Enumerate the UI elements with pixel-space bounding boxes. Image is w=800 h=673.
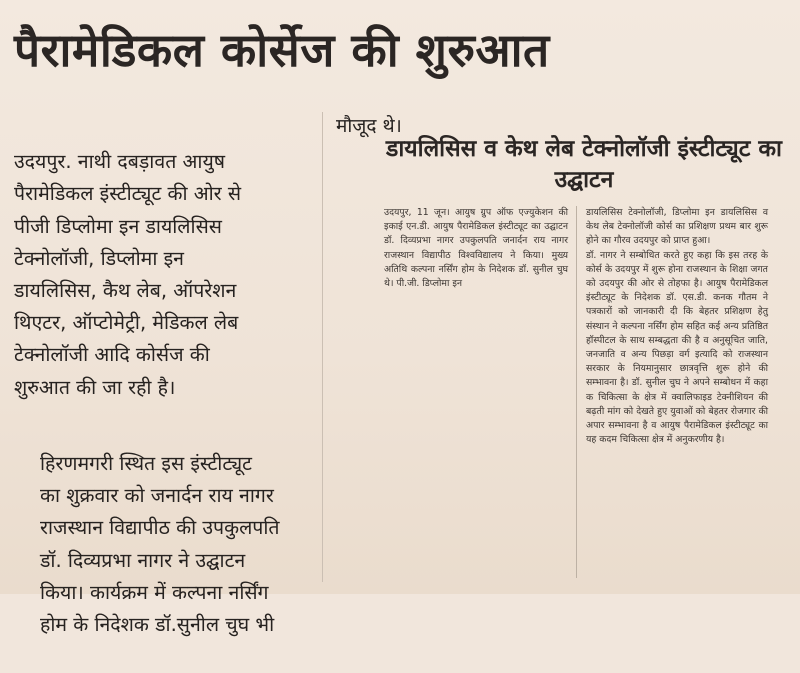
- sub-article-column-1: उदयपुर, 11 जून। आयुष ग्रुप ऑफ एज्युकेशन की इकाई एन.डी. आयुष पैरामेडिकल इंस्टीट्यूट का उद्घाटन डॉ. दिव्यप्रभा नागर उपकुलपति जनार्दन राय नागर राजस्थान विद्यापीठ विश्वविद्यालय ने किया। मुख्य अतिथि कल्पना नर्सिंग होम के निदेशक डॉ. सुनील चुघ थे। पी.जी. डिप्लोमा इन: [384, 207, 568, 290]
- sub-column-divider: [576, 206, 577, 578]
- paragraph-1: उदयपुर. नाथी दबड़ावत आयुष पैरामेडिकल इंस्टीट्यूट की ओर से पीजी डिप्लोमा इन डायलिसिस टेक्नोलॉजी, डिप्लोमा इन डायलिसिस, कैथ लेब, ऑपरेशन थिएटर, ऑप्टोमेट्री, मेडिकल लेब टेक्नोलॉजी आदि कोर्सज की शुरुआत की जा रही है।: [14, 150, 242, 399]
- article-continuation: मौजूद थे।: [336, 115, 402, 137]
- main-article-body: [14, 114, 306, 673]
- sub-article-column-2: डायलिसिस टेक्नोलॉजी, डिप्लोमा इन डायलिसिस व केथ लेब टेक्नोलॉजी कोर्स का प्रशिक्षण प्रथम बार शुरू होने का गौरव उदयपुर को प्राप्त हुआ। डॉ. नागर ने सम्बोधित करते हुए कहा कि इस तरह के कोर्स के उदयपुर में शुरू होना राजस्थान के शिक्षा जगत को उदयपुर की ओर से तोहफा है। आयुष पैरामेडिकल इंस्टीट्यूट के निदेशक डॉ. एस.डी. कनक गौतम ने पत्रकारों को जानकारी दी कि बेहतर प्रशिक्षण हेतु संस्थान ने कल्पना नर्सिंग होम सहित कई अन्य प्रतिष्ठित हॉस्पीटल के साथ सम्बद्धता की है व अनुसूचित जाति, जनजाति व अन्य पिछड़ा वर्ग इत्यादि को राजस्थान सरकार के नियमानुसार छात्रवृत्ति शुरू होने की सम्भावना है। डॉ. सुनील चुघ ने अपने सम्बोधन में कहा क चिकित्सा के क्षेत्र में क्वालिफाइड टेक्नीशियन की बढ़ती मांग को देखते हुए युवाओं को बेहतर रोजगार की अपार सम्भावना है व आयुष पैरामेडिकल इंस्टीट्यूट का यह कदम चिकित्सा क्षेत्र में अनुकरणीय है।: [586, 207, 768, 446]
- sub-article-headline: डायलिसिस व केथ लेब टेक्नोलॉजी इंस्टीट्यूट का उद्घाटन: [386, 136, 782, 193]
- main-headline: पैरामेडिकल कोर्सेज की शुरुआत: [14, 23, 550, 77]
- paragraph-2: हिरणमगरी स्थित इस इंस्टीट्यूट का शुक्रवार को जनार्दन राय नागर राजस्थान विद्यापीठ की उपकुलपति डॉ. दिव्यप्रभा नागर ने उद्घाटन किया। कार्यक्रम में कल्पना नर्सिंग होम के निदेशक डॉ.सुनील चुघ भी: [40, 452, 280, 637]
- column-rule: [322, 112, 323, 582]
